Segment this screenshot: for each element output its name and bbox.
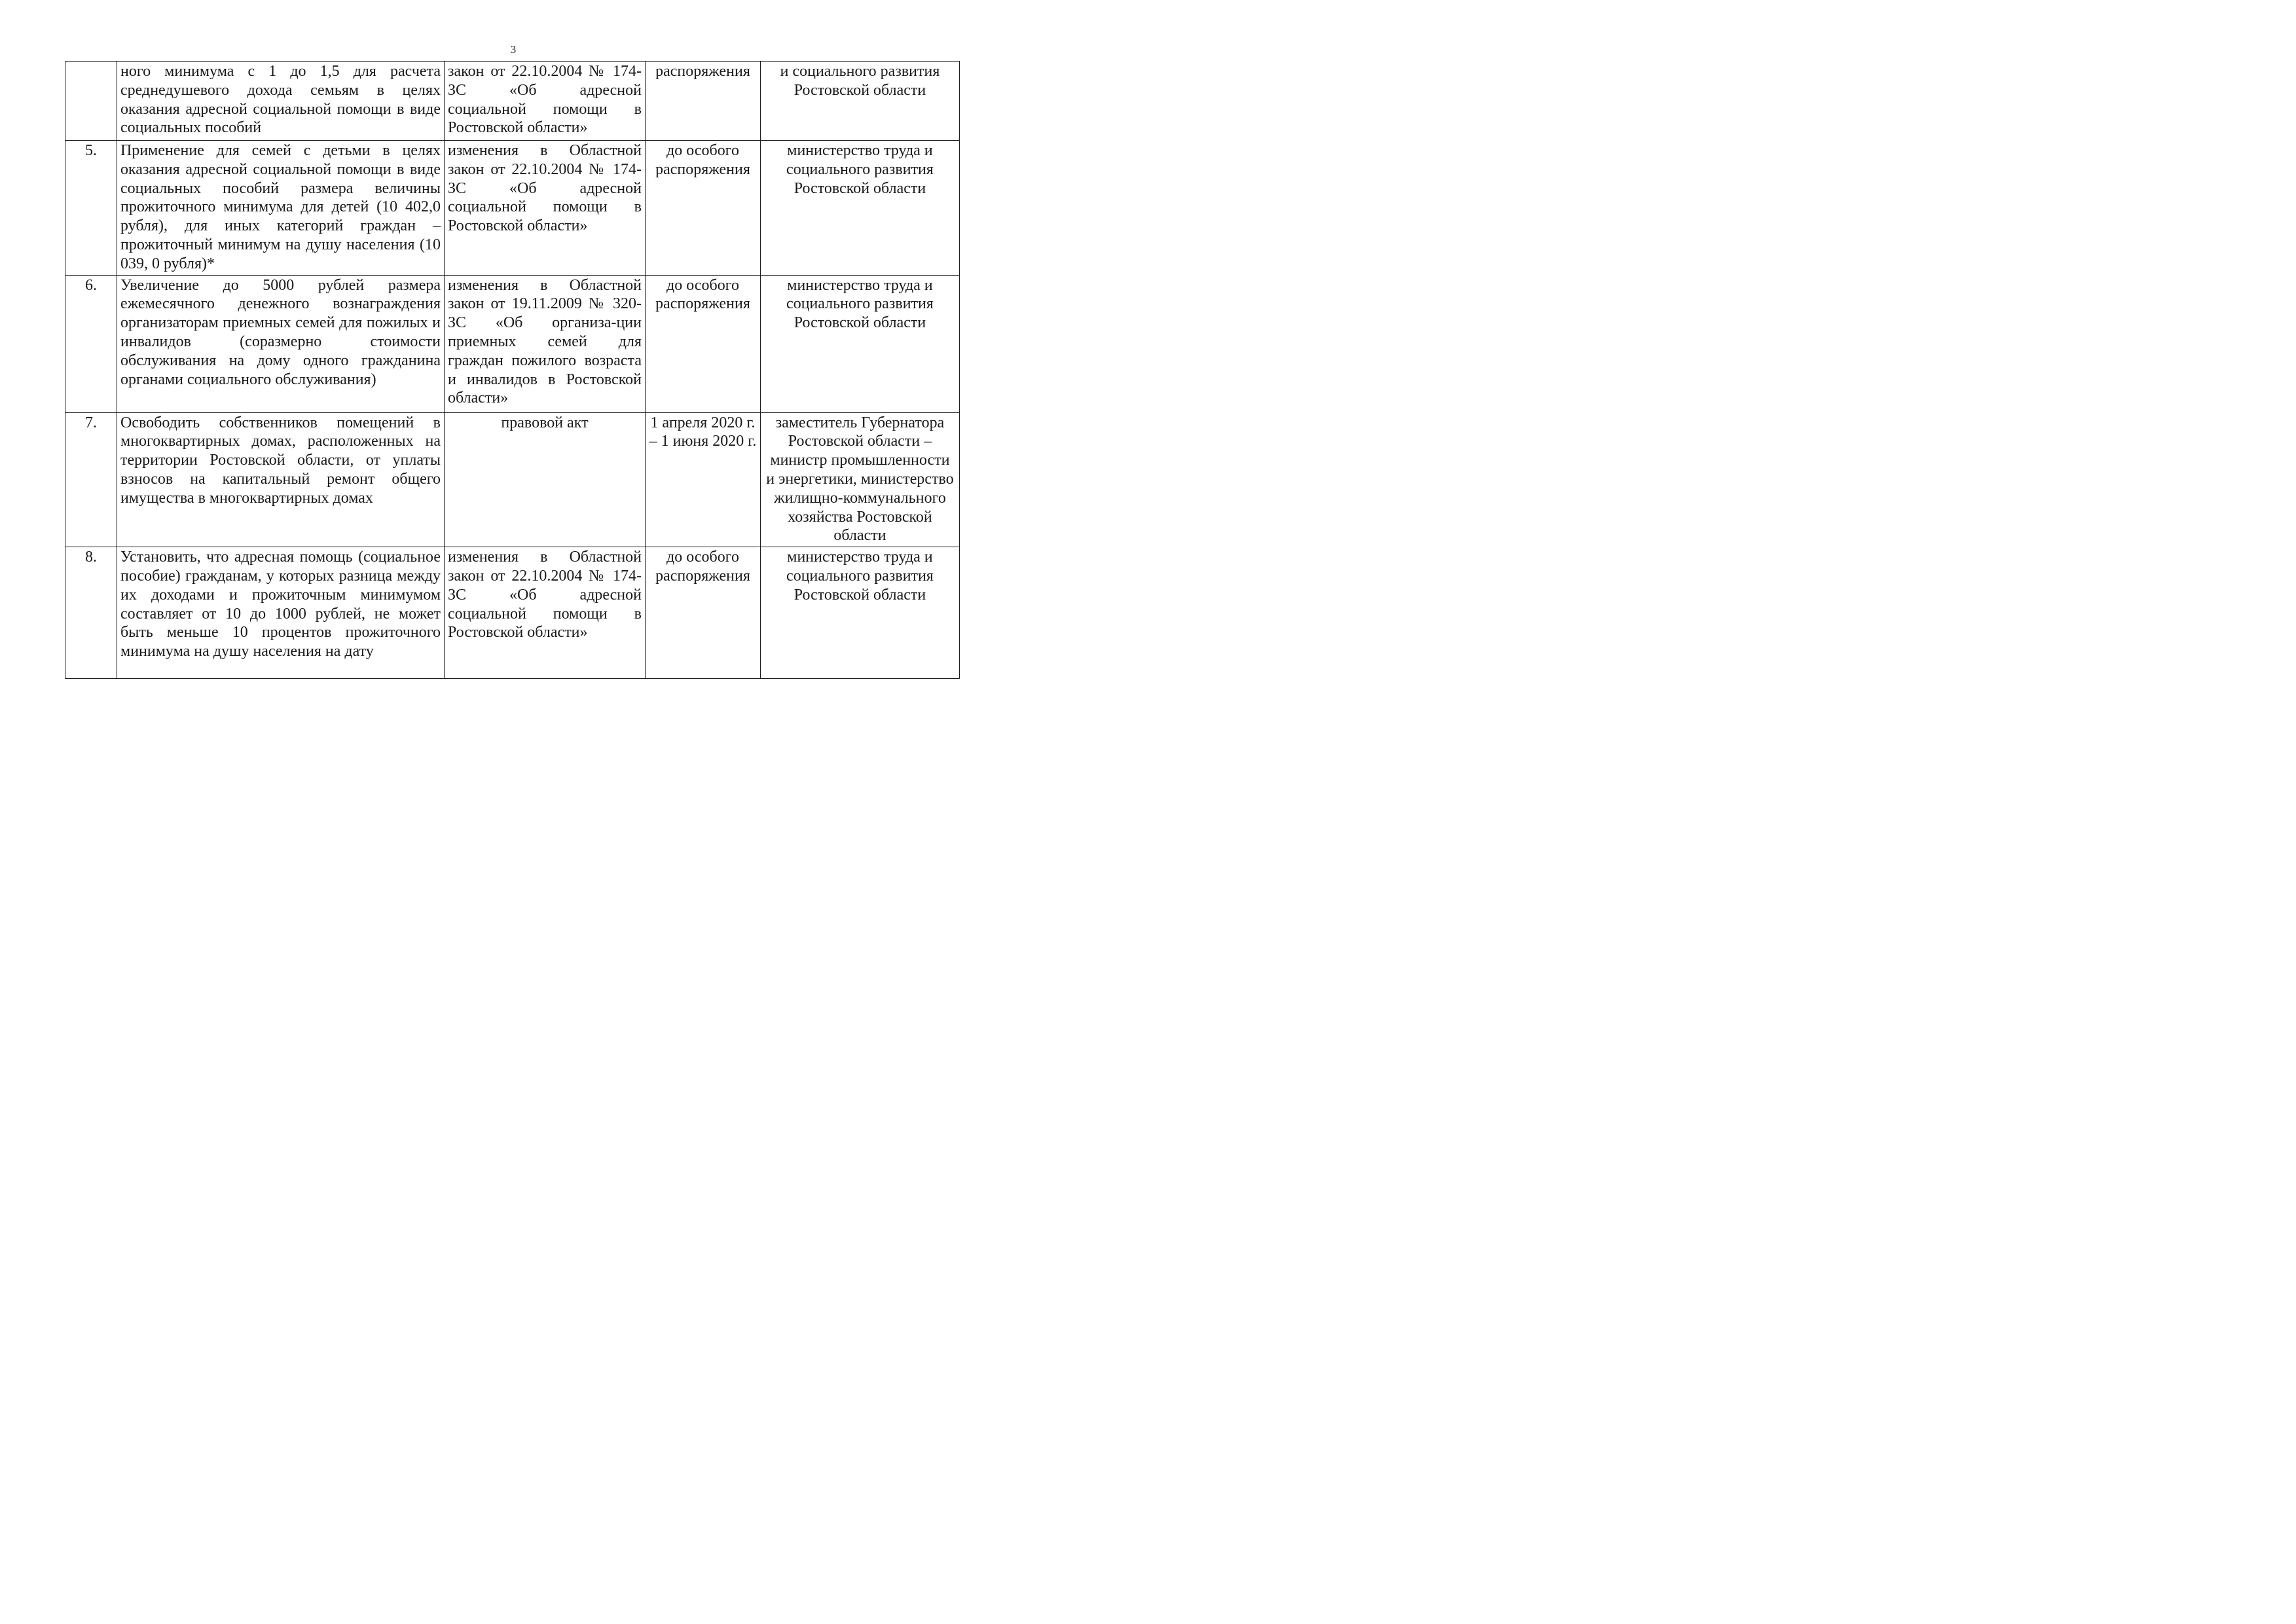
responsible: заместитель Губернатора Ростовской области – министр промышленности и энергетики, министерство жилищно-коммунального хозяйства Ростовской области xyxy=(761,412,960,547)
deadline: до особого распоряжения xyxy=(646,547,761,679)
table-row xyxy=(65,62,960,141)
responsible: министерство труда и социального развития Ростовской области xyxy=(761,275,960,412)
measure-text: Увеличение до 5000 рублей размера ежемесячного денежного вознаграждения организаторам приемных семей для пожилых и инвалидов (соразмерно стоимости обслуживания на дому одного гражданина органами социального обслуживания) xyxy=(117,275,445,412)
implementation-form: изменения в Областной закон от 19.11.2009 № 320-ЗС «Об организа-ции приемных семей для граждан пожилого возраста и инвалидов в Ростовской области» xyxy=(445,275,646,412)
measure-text: ного минимума с 1 до 1,5 для расчета среднедушевого дохода семьям в целях оказания адресной социальной помощи в виде социальных пособий xyxy=(117,62,445,141)
responsible: министерство труда и социального развития Ростовской области xyxy=(761,141,960,276)
responsible: министерство труда и социального развития Ростовской области xyxy=(761,547,960,679)
row-number: 7. xyxy=(65,412,117,547)
deadline: распоряжения xyxy=(646,62,761,141)
deadline: до особого распоряжения xyxy=(646,275,761,412)
table-row xyxy=(65,275,960,412)
row-number xyxy=(65,62,117,141)
table-row xyxy=(65,547,960,679)
row-number: 6. xyxy=(65,275,117,412)
measure-text: Установить, что адресная помощь (социальное пособие) гражданам, у которых разница между их доходами и прожиточным минимумом составляет от 10 до 1000 рублей, не может быть меньше 10 процентов прожиточного минимума на душу населения на дату xyxy=(117,547,445,679)
measure-text: Применение для семей с детьми в целях оказания адресной социальной помощи в виде социальных пособий размера величины прожиточного минимума для детей (10 402,0 рубля), для иных категорий граждан – прожиточный минимум на душу населения (10 039, 0 рубля)* xyxy=(117,141,445,276)
row-number: 5. xyxy=(65,141,117,276)
implementation-form: правовой акт xyxy=(445,412,646,547)
responsible: и социального развития Ростовской области xyxy=(761,62,960,141)
deadline: 1 апреля 2020 г. – 1 июня 2020 г. xyxy=(646,412,761,547)
row-number: 8. xyxy=(65,547,117,679)
deadline: до особого распоряжения xyxy=(646,141,761,276)
table-row xyxy=(65,412,960,547)
implementation-form: изменения в Областной закон от 22.10.2004 № 174-ЗС «Об адресной социальной помощи в Ростовской области» xyxy=(445,547,646,679)
implementation-form: изменения в Областной закон от 22.10.2004 № 174-ЗС «Об адресной социальной помощи в Ростовской области» xyxy=(445,141,646,276)
table-row xyxy=(65,141,960,276)
measure-text: Освободить собственников помещений в многоквартирных домах, расположенных на территории Ростовской области, от уплаты взносов на капитальный ремонт общего имущества в многоквартирных домах xyxy=(117,412,445,547)
page-number: 3 xyxy=(510,43,517,56)
implementation-form: закон от 22.10.2004 № 174-ЗС «Об адресной социальной помощи в Ростовской области» xyxy=(445,62,646,141)
measures-table xyxy=(65,61,960,679)
